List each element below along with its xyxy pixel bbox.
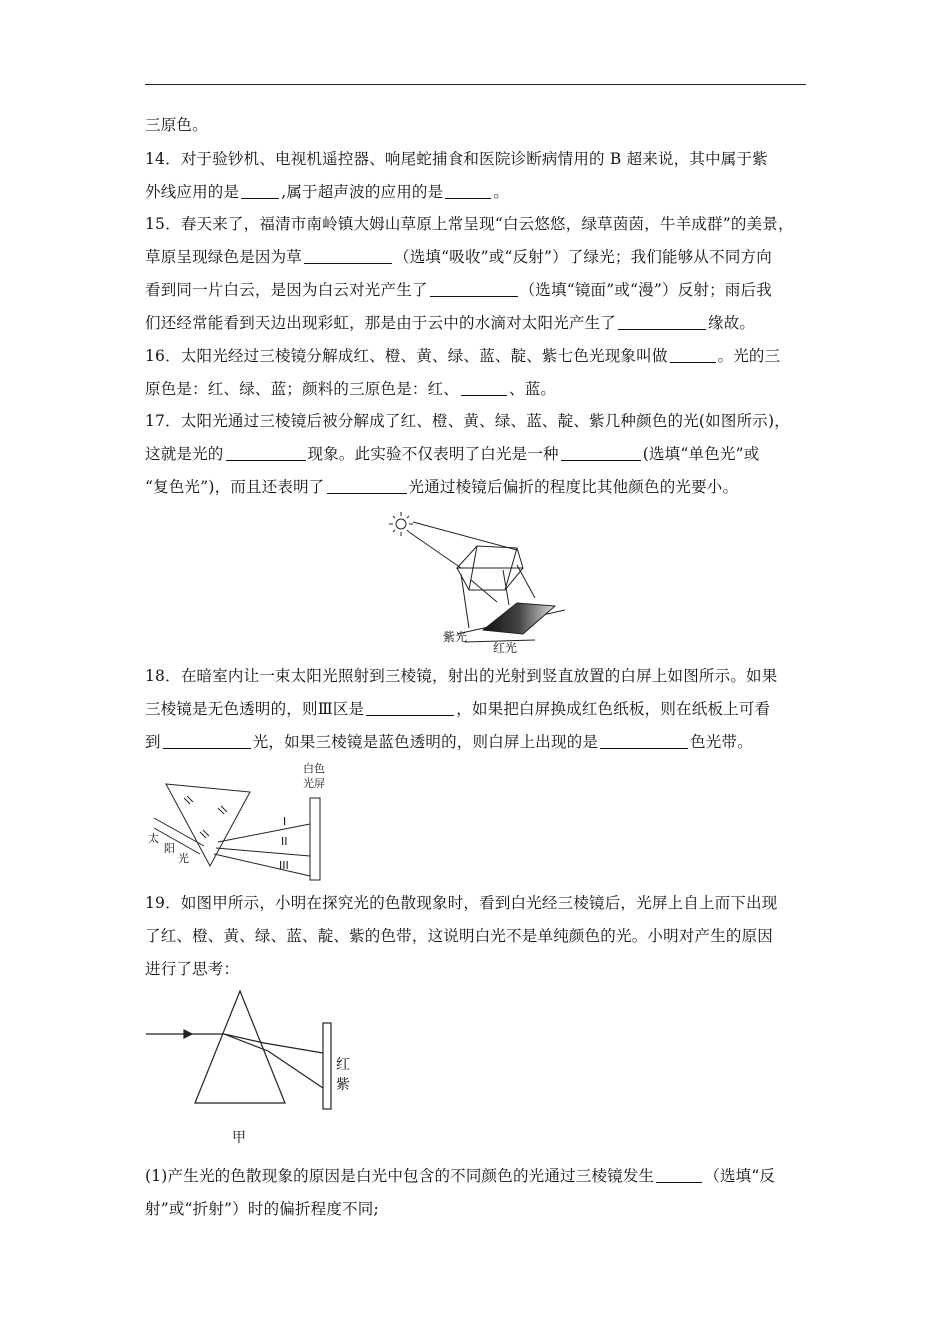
q18-blank-2[interactable] xyxy=(163,732,251,749)
q18-prism-figure xyxy=(140,758,340,883)
region-2-label: II xyxy=(281,835,288,848)
question-18: 18．在暗室内让一束太阳光照射到三棱镜，射出的光射到竖直放置的白屏上如图所示。如果 三棱镜是无色透明的，则Ⅲ区是 ，如果把白屏换成红色纸板，则在纸板上可看 到 光，如果三棱镜是蓝色透明的，则白屏上出现的是 色光带。 xyxy=(145,667,778,751)
sunlight-label-3: 光 xyxy=(178,852,189,865)
sunlight-label-1: 太 xyxy=(148,832,159,845)
screen-label-1: 白色 xyxy=(303,762,325,775)
question-19-part-1: (1)产生光的色散现象的原因是白光中包含的不同颜色的光通过三棱镜发生 （选填“反 射”或“折射”）时的偏折程度不同; xyxy=(145,1167,776,1218)
screen-label-2: 光屏 xyxy=(303,777,325,790)
q19-blank-1[interactable] xyxy=(656,1166,702,1183)
violet-label: 紫光 xyxy=(443,630,468,644)
q17-blank-2[interactable] xyxy=(561,444,641,461)
question-19: 19．如图甲所示，小明在探究光的色散现象时，看到白光经三棱镜后，光屏上自上而下出现 了红、橙、黄、绿、蓝、靛、紫的色带，这说明白光不是单纯颜色的光。小明对产生的原因 进行了思考： xyxy=(145,894,778,978)
region-1-label: I xyxy=(283,815,287,828)
q18-blank-1[interactable] xyxy=(366,699,454,716)
question-17: 17．太阳光通过三棱镜后被分解成了红、橙、黄、绿、蓝、靛、紫几种颜色的光(如图所示)， 这就是光的 现象。此实验不仅表明了白光是一种 (选填“单色光”或 “复色光”)，而且还表明了 光通过棱镜后偏折的程度比其他颜色的光要小。 xyxy=(145,412,790,496)
q18-blank-3[interactable] xyxy=(600,732,688,749)
q14-blank-1[interactable] xyxy=(241,182,279,199)
prism-shape xyxy=(195,991,285,1103)
q15-blank-2[interactable] xyxy=(430,280,518,297)
spectrum-band xyxy=(483,603,555,634)
q17-blank-1[interactable] xyxy=(226,444,306,461)
region-3-label: III xyxy=(279,859,289,872)
q17-blank-3[interactable] xyxy=(327,477,407,494)
sun-icon xyxy=(396,519,406,529)
continuation-text: 三原色。 xyxy=(145,116,208,134)
q19-prism-figure xyxy=(140,985,370,1150)
header-rule xyxy=(145,84,806,85)
violet-label: 紫 xyxy=(336,1077,350,1093)
question-14: 14．对于验钞机、电视机遥控器、响尾蛇捕食和医院诊断病情用的 B 超来说，其中属于紫 外线应用的是 ,属于超声波的应用的是 。 xyxy=(145,150,768,201)
red-label: 红 xyxy=(336,1057,350,1073)
question-15: 15．春天来了，福清市南岭镇大姆山草原上常呈现“白云悠悠，绿草茵茵，牛羊成群”的美景， 草原呈现绿色是因为草 （选填“吸收”或“反射”）了绿光；我们能够从不同方向 看到同一片白云，是因为白云对光产生了 （选填“镜面”或“漫”）反射；雨后我 们还经常能看到天边出现彩虹，那是由于云中的水滴对太阳光产生了 缘故。 xyxy=(145,215,794,332)
figure-caption: 甲 xyxy=(232,1130,246,1146)
q17-prism-figure xyxy=(385,510,575,655)
q15-blank-1[interactable] xyxy=(304,247,392,264)
q15-blank-3[interactable] xyxy=(618,313,706,330)
question-16: 16．太阳光经过三棱镜分解成红、橙、黄、绿、蓝、靛、紫七色光现象叫做 。光的三 原色是：红、绿、蓝；颜料的三原色是：红、 、蓝。 xyxy=(145,347,781,398)
q14-blank-2[interactable] xyxy=(445,182,491,199)
red-label: 红光 xyxy=(493,641,518,655)
sunlight-label-2: 阳 xyxy=(164,842,175,855)
q16-blank-1[interactable] xyxy=(670,346,716,363)
q16-blank-2[interactable] xyxy=(461,379,507,396)
